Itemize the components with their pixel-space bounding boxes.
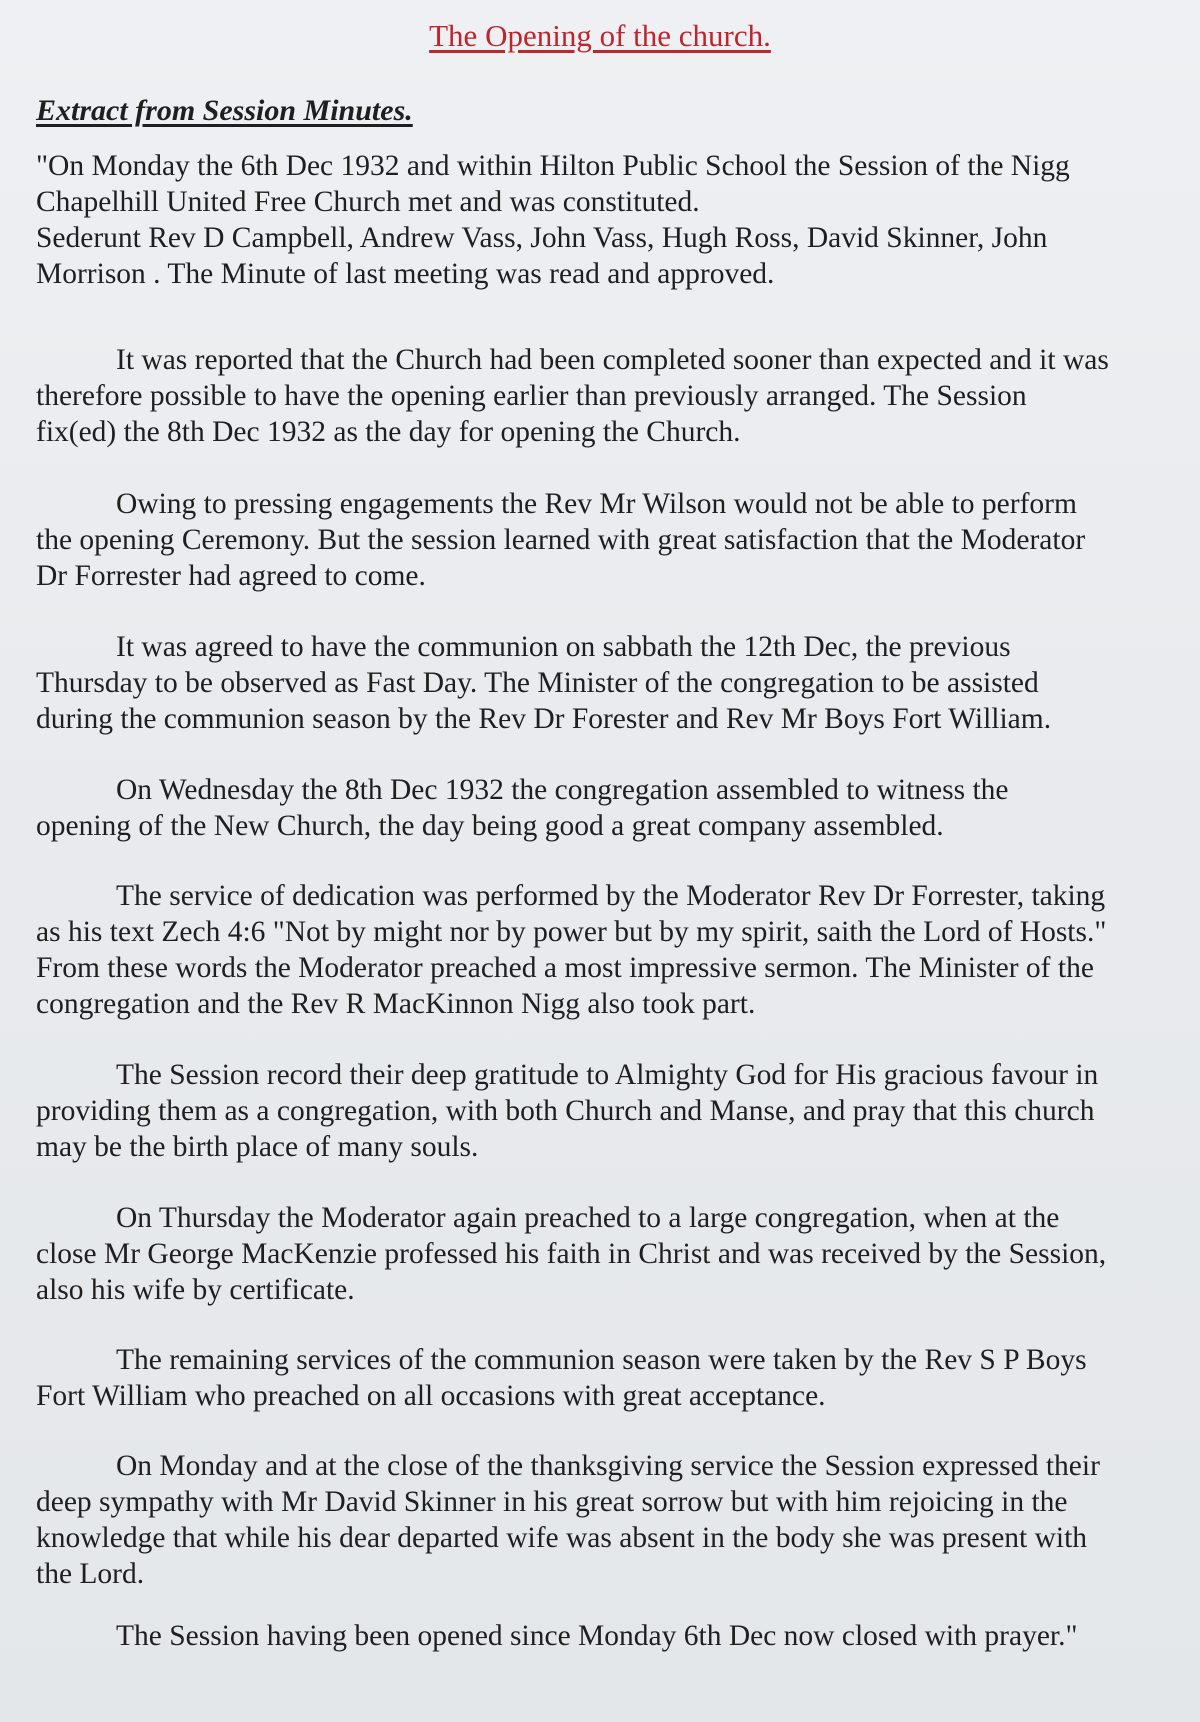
paragraph-closing-prayer (36, 1618, 1166, 1654)
document-subtitle: Extract from Session Minutes. (36, 94, 413, 127)
text-line: On Monday and at the close of the thanksgiving service the Session expressed their (116, 1450, 1100, 1482)
paragraph-church-completed (36, 342, 1166, 450)
paragraph-sederunt (36, 148, 1166, 292)
paragraph-remaining-services (36, 1342, 1166, 1414)
paragraph-new-church-opening (36, 772, 1166, 844)
text-line: It was agreed to have the communion on sabbath the 12th Dec, the previous (116, 631, 1011, 663)
text-line: Dr Forrester had agreed to come. (36, 560, 426, 592)
text-line: as his text Zech 4:6 "Not by might nor by power but by my spirit, saith the Lord of Hosts." (36, 916, 1107, 948)
text-line: Sederunt Rev D Campbell, Andrew Vass, John Vass, Hugh Ross, David Skinner, John (36, 222, 1048, 254)
text-line: "On Monday the 6th Dec 1932 and within Hilton Public School the Session of the Nigg (36, 150, 1070, 182)
text-line: On Wednesday the 8th Dec 1932 the congregation assembled to witness the (116, 774, 1009, 806)
text-line: Owing to pressing engagements the Rev Mr Wilson would not be able to perform (116, 488, 1077, 520)
text-line: From these words the Moderator preached a most impressive sermon. The Minister of the (36, 952, 1094, 984)
text-line: On Thursday the Moderator again preached to a large congregation, when at the (116, 1202, 1060, 1234)
paragraph-opening-ceremony (36, 486, 1166, 594)
text-line: It was reported that the Church had been completed sooner than expected and it was (116, 344, 1109, 376)
text-line: Morrison . The Minute of last meeting was read and approved. (36, 258, 775, 290)
text-line: knowledge that while his dear departed wife was absent in the body she was present with (36, 1522, 1088, 1554)
text-line: providing them as a congregation, with both Church and Manse, and pray that this church (36, 1095, 1095, 1127)
text-line: opening of the New Church, the day being good a great company assembled. (36, 810, 944, 842)
paragraph-communion (36, 629, 1166, 737)
text-line: the Lord. (36, 1558, 145, 1590)
text-line: may be the birth place of many souls. (36, 1131, 479, 1163)
paragraph-sympathy (36, 1448, 1166, 1592)
text-line: Thursday to be observed as Fast Day. The Minister of the congregation to be assisted (36, 667, 1039, 699)
text-line: fix(ed) the 8th Dec 1932 as the day for opening the Church. (36, 416, 741, 448)
text-line: The Session record their deep gratitude to Almighty God for His gracious favour in (116, 1059, 1099, 1091)
document-title: The Opening of the church. (429, 18, 771, 53)
text-line: therefore possible to have the opening earlier than previously arranged. The Session (36, 380, 1027, 412)
text-line: The remaining services of the communion season were taken by the Rev S P Boys (116, 1344, 1087, 1376)
text-line: close Mr George MacKenzie professed his faith in Christ and was received by the Session, (36, 1238, 1107, 1270)
text-line: The service of dedication was performed by the Moderator Rev Dr Forrester, taking (116, 880, 1106, 912)
text-line: also his wife by certificate. (36, 1274, 355, 1306)
paragraph-gratitude (36, 1057, 1166, 1165)
paragraph-dedication (36, 878, 1166, 1022)
text-line: Chapelhill United Free Church met and was constituted. (36, 186, 700, 218)
paragraph-thursday-service (36, 1200, 1166, 1308)
text-line: Fort William who preached on all occasions with great acceptance. (36, 1380, 826, 1412)
text-line: The Session having been opened since Monday 6th Dec now closed with prayer." (116, 1620, 1078, 1652)
text-line: during the communion season by the Rev Dr Forester and Rev Mr Boys Fort William. (36, 703, 1052, 735)
text-line: the opening Ceremony. But the session learned with great satisfaction that the Moderator (36, 524, 1086, 556)
text-line: deep sympathy with Mr David Skinner in his great sorrow but with him rejoicing in the (36, 1486, 1068, 1518)
text-line: congregation and the Rev R MacKinnon Nigg also took part. (36, 988, 756, 1020)
